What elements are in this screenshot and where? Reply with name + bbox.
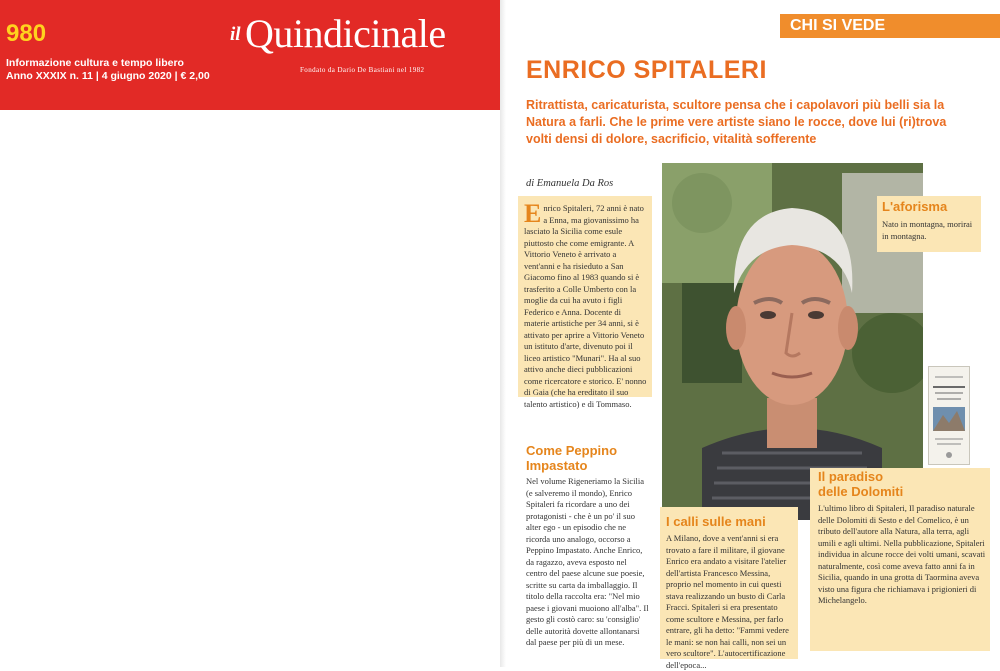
main-text <box>524 199 648 410</box>
section-label: CHI SI VEDE <box>790 17 886 34</box>
issue-number: 980 <box>6 20 47 47</box>
dolomiti-title-line2: delle Dolomiti <box>818 484 904 499</box>
article-intro: Ritrattista, caricaturista, scultore pensa che i capolavori più belli sia la Natura a farli. Che le prime vere artiste siano le rocce, dove lui (ri)trova volti densi di dolore, sacrificio, vitalità sofferente <box>526 98 947 146</box>
calli-text: A Milano, dove a vent'anni si era trovato a fare il militare, il giovane Enrico era andato a visitare l'atelier dell'artista Francesco Messina, proprio nel momento in cui questi stava realizzando un busto di Carla Fracci. Spitaleri si era presentato come scultore e Messina, per farlo entrare, gli ha detto: "Fammi vedere le mani: se non hai calli, non sei un vero scultore". L'autocertificazione dell'epoca... <box>666 533 789 670</box>
issue-info: Anno XXXIX n. 11 | 4 giugno 2020 | € 2,00 <box>6 70 210 82</box>
calli-title: I calli sulle mani <box>666 514 766 529</box>
main-body: nrico Spitaleri, 72 anni è nato a Enna, ma giovanissimo ha lasciato la Sicilia come esule piuttosto che come emigrante. A Vittorio Veneto è arrivato a vent'anni e ha risieduto a San Giacomo fino al 1983 quando si è trasferito a Colle Umberto con la moglie da cui ha avuto i figli Federico e Anna. Docente di materie artistiche per 34 anni, si è attivato per aprire a Vittorio Veneto un istituto d'arte, divenuto poi il liceo artistico "Munari". Ha al suo attivo anche dieci pubblicazioni come ricercatore e storico. E' nonno di Gaia (che ha ereditato il suo talento artistico) e di Tommaso. <box>524 203 647 409</box>
byline: di Emanuela Da Ros <box>526 178 614 189</box>
aforisma-text: Nato in montagna, morirai in montagna. <box>882 219 973 241</box>
logo-founded: Fondato da Dario De Bastiani nel 1982 <box>300 66 425 74</box>
dolomiti-title <box>818 469 903 499</box>
peppino-text: Nel volume Rigeneriamo la Sicilia (e salveremo il mondo), Enrico Spitaleri fa ricordare a uno dei protagonisti - che è un po' il suo alter ego - un episodio che ne ricorda uno analogo, occorso a Peppino Impastato. Anche Enrico, da ragazzo, aveva esposto nel centro del paese alcune sue poesie, scritte su carta da imballaggio. Il titolo della raccolta era: "Nel mio paese i giovani muoiono all'alba". Il gesto gli costò caro: su 'consiglio' delle autorità dovette allontanarsi dal paese per più di un mese. <box>526 476 649 647</box>
dolomiti-text: L'ultimo libro di Spitaleri, Il paradiso naturale delle Dolomiti di Sesto e del Comelico, è un tributo dell'autore alla Natura, alla terra, agli umili e agli ultimi. Nella pubblicazione, Spitaleri individua in alcune rocce dei volti umani, scavati naturalmente, così come aveva fatto anni fa in Sicilia, quando in una grotta di Taormina aveva visto una figura che richiamava i prigionieri di Michelangelo. <box>818 503 986 605</box>
peppino-title-line1: Come Peppino <box>526 443 618 458</box>
tagline: Informazione cultura e tempo libero <box>6 57 184 69</box>
book-cover-image <box>928 366 970 465</box>
article-title: ENRICO SPITALERI <box>526 56 767 84</box>
publication-logo <box>230 11 480 74</box>
dolomiti-title-line1: Il paradiso <box>818 469 884 484</box>
logo-prefix: il <box>230 24 241 45</box>
page-gutter <box>500 0 506 667</box>
logo-name: Quindicinale <box>245 11 446 56</box>
drop-cap: E <box>524 199 542 228</box>
aforisma-title: L'aforisma <box>882 199 948 214</box>
peppino-title <box>526 443 617 473</box>
peppino-title-line2: Impastato <box>526 458 588 473</box>
